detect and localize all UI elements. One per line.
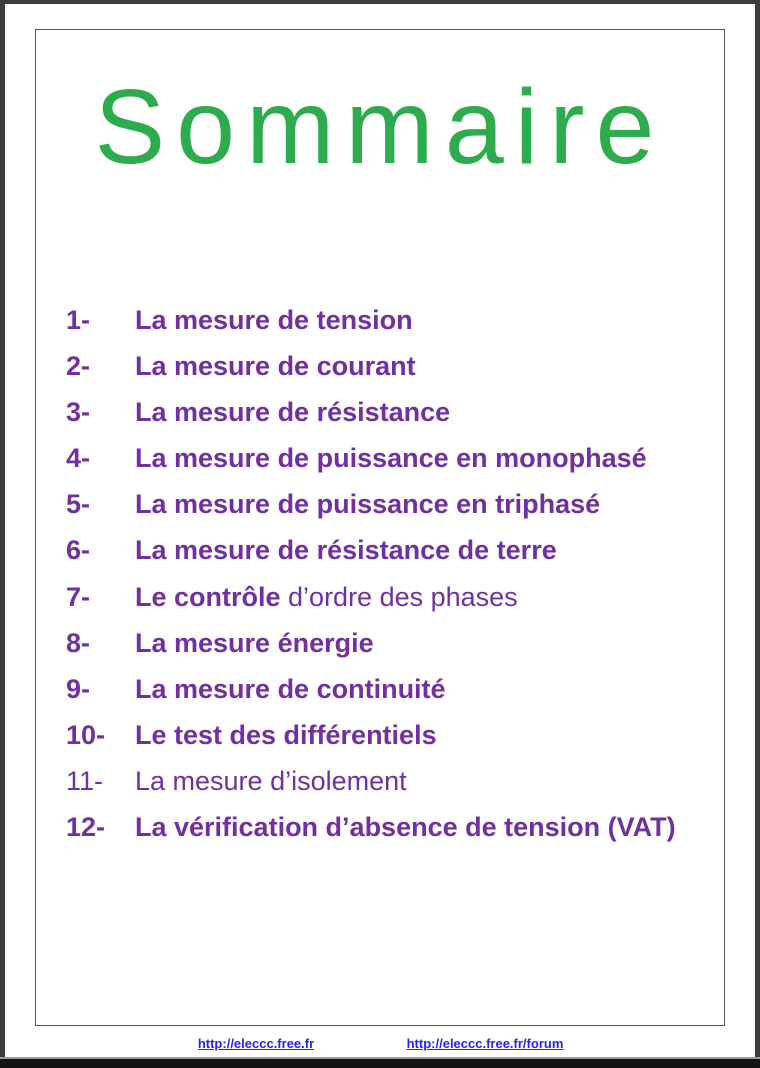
toc-item: [66, 666, 706, 712]
toc-item-number: 5-: [66, 489, 91, 520]
toc-item-label: La mesure énergie: [135, 627, 374, 658]
toc-item: [66, 758, 706, 804]
toc-item-number: 7-: [66, 581, 91, 612]
table-of-contents: [66, 297, 706, 850]
toc-item-label: La mesure de puissance en triphasé: [135, 489, 601, 520]
footer-link-home[interactable]: http://eleccc.free.fr: [197, 1036, 315, 1051]
toc-item: [66, 435, 706, 481]
toc-item-number: 8-: [66, 627, 91, 658]
toc-item-label: La mesure de courant: [135, 351, 416, 382]
toc-item-number: 9-: [66, 673, 91, 704]
toc-item: [66, 389, 706, 435]
viewer-edge-left: [0, 0, 5, 1068]
toc-item-label: La vérification d’absence de tension (VAT): [135, 812, 676, 843]
toc-item: [66, 481, 706, 527]
toc-item-label-tail: d’ordre des phases: [280, 581, 518, 612]
toc-item: [66, 620, 706, 666]
toc-item-number: 2-: [66, 351, 91, 382]
toc-item-number: 11-: [66, 765, 104, 796]
toc-item: [66, 297, 706, 343]
toc-item-label: Le contrôle: [135, 581, 281, 612]
page-title: Sommaire: [94, 68, 666, 186]
toc-item-number: 4-: [66, 443, 91, 474]
viewer-edge-right: [755, 0, 760, 1068]
footer-link-forum[interactable]: http://eleccc.free.fr/forum: [406, 1036, 564, 1051]
toc-item-label: La mesure de continuité: [135, 673, 446, 704]
toc-item-label: Le test des différentiels: [135, 719, 437, 750]
toc-item: [66, 712, 706, 758]
toc-item-label: La mesure de résistance: [135, 397, 451, 428]
toc-item: [66, 804, 706, 850]
toc-item-number: 1-: [66, 305, 91, 335]
toc-item: [66, 574, 706, 620]
toc-item: [66, 343, 706, 389]
toc-item-number: 3-: [66, 397, 91, 428]
toc-item-label: La mesure de tension: [135, 305, 413, 335]
toc-item-number: 12-: [66, 812, 106, 843]
toc-item-label: La mesure de résistance de terre: [135, 535, 557, 566]
toc-item-label: La mesure de puissance en monophasé: [135, 443, 647, 474]
toc-item: [66, 527, 706, 573]
viewer-edge-bottom: [0, 1059, 760, 1068]
toc-item-number: 10-: [66, 719, 106, 750]
toc-item-label: La mesure d’isolement: [135, 765, 407, 796]
toc-item-number: 6-: [66, 535, 91, 566]
viewer-edge-top: [0, 0, 760, 4]
